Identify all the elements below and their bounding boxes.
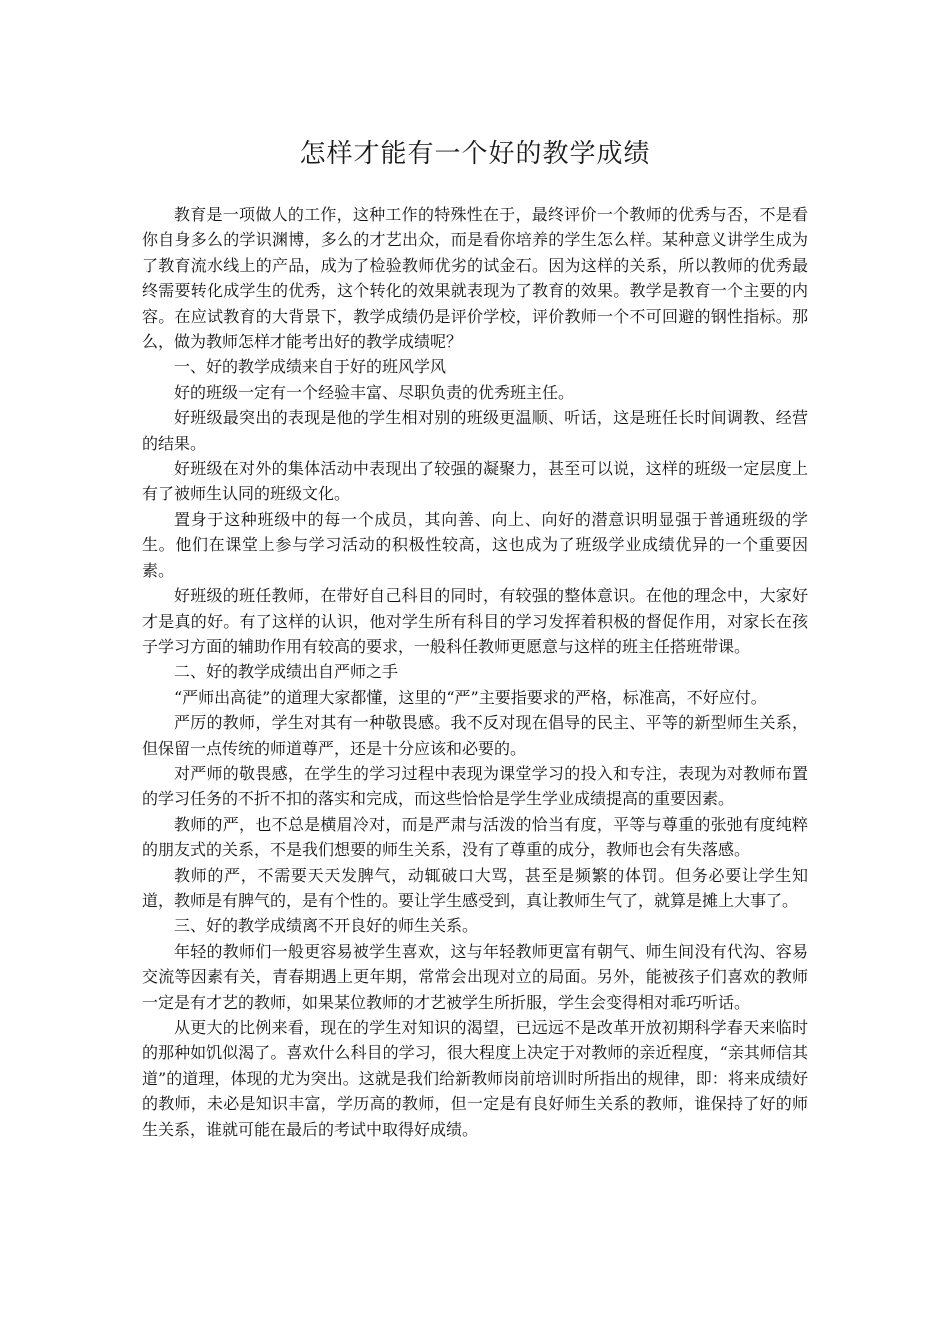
paragraph: 好班级的班任教师，在带好自己科目的同时，有较强的整体意识。在他的理念中，大家好才是真的好。有了这样的认识，他对学生所有科目的学习发挥着积极的督促作用，对家长在孩子学习方面的辅助作用有较高的要求，一般科任教师更愿意与这样的班主任搭班带课。 bbox=[142, 586, 808, 656]
section-heading-3: 三、好的教学成绩离不开良好的师生关系。 bbox=[174, 916, 479, 936]
paragraph: 年轻的教师们一般更容易被学生喜欢，这与年轻教师更富有朝气、师生间没有代沟、容易交流等因素有关，青春期遇上更年期，常常会出现对立的局面。另外，能被孩子们喜欢的教师一定是有才艺的教师，如果某位教师的才艺被学生所折服，学生会变得相对乖巧听话。 bbox=[142, 941, 808, 1012]
paragraph: 对严师的敬畏感，在学生的学习过程中表现为课堂学习的投入和专注，表现为对教师布置的学习任务的不折不扣的落实和完成，而这些恰恰是学生学业成绩提高的重要因素。 bbox=[142, 763, 808, 809]
document-title: 怎样才能有一个好的教学成绩 bbox=[299, 139, 651, 169]
paragraph: 教师的严，也不总是横眉冷对，而是严肃与活泼的恰当有度，平等与尊重的张弛有度纯粹的朋友式的关系，不是我们想要的师生关系，没有了尊重的成分，教师也会有失落感。 bbox=[142, 814, 808, 860]
paragraph: “严师出高徒”的道理大家都懂，这里的“严”主要指要求的严格，标准高，不好应付。 bbox=[174, 687, 767, 707]
document-body bbox=[142, 202, 808, 1142]
section-heading-1: 一、好的教学成绩来自于好的班风学风 bbox=[174, 357, 447, 377]
section-heading-2: 二、好的教学成绩出自严师之手 bbox=[174, 662, 399, 682]
paragraph-intro: 教育是一项做人的工作，这种工作的特殊性在于，最终评价一个教师的优秀与否，不是看你自身多么的学识渊博，多么的才艺出众，而是看你培养的学生怎么样。某种意义讲学生成为了教育流水线上的产品，成为了检验教师优劣的试金石。因为这样的关系，所以教师的优秀最终需要转化成学生的优秀，这个转化的效果就表现为了教育的效果。教学是教育一个主要的内容。在应试教育的大背景下，教学成绩仍是评价学校，评价教师一个不可回避的钢性指标。那么，做为教师怎样才能考出好的教学成绩呢？ bbox=[142, 205, 808, 352]
paragraph: 好班级在对外的集体活动中表现出了较强的凝聚力，甚至可以说，这样的班级一定层度上有了被师生认同的班级文化。 bbox=[142, 459, 808, 504]
paragraph: 好的班级一定有一个经验丰富、尽职负责的优秀班主任。 bbox=[174, 382, 575, 402]
paragraph: 教师的严，不需要天天发脾气，动辄破口大骂，甚至是频繁的体罚。但务必要让学生知道，教师是有脾气的，是有个性的。要让学生感受到，真让教师生气了，就算是摊上大事了。 bbox=[142, 865, 808, 910]
paragraph: 置身于这种班级中的每一个成员，其向善、向上、向好的潜意识明显强于普通班级的学生。他们在课堂上参与学习活动的积极性较高，这也成为了班级学业成绩优异的一个重要因素。 bbox=[142, 509, 808, 580]
paragraph: 从更大的比例来看，现在的学生对知识的渴望，已远远不是改革开放初期科学春天来临时的那种如饥似渴了。喜欢什么科目的学习，很大程度上决定于对教师的亲近程度，“亲其师信其道”的道理，体现的尤为突出。这就是我们给新教师岗前培训时所指出的规律，即：将来成绩好的教师，未必是知识丰富，学历高的教师，但一定是有良好师生关系的教师，谁保持了好的师生关系，谁就可能在最后的考试中取得好成绩。 bbox=[142, 1018, 808, 1139]
paragraph: 严厉的教师，学生对其有一种敬畏感。我不反对现在倡导的民主、平等的新型师生关系，但保留一点传统的师道尊严，还是十分应该和必要的。 bbox=[142, 713, 808, 758]
paragraph: 好班级最突出的表现是他的学生相对别的班级更温顺、听话，这是班任长时间调教、经营的结果。 bbox=[142, 408, 808, 453]
